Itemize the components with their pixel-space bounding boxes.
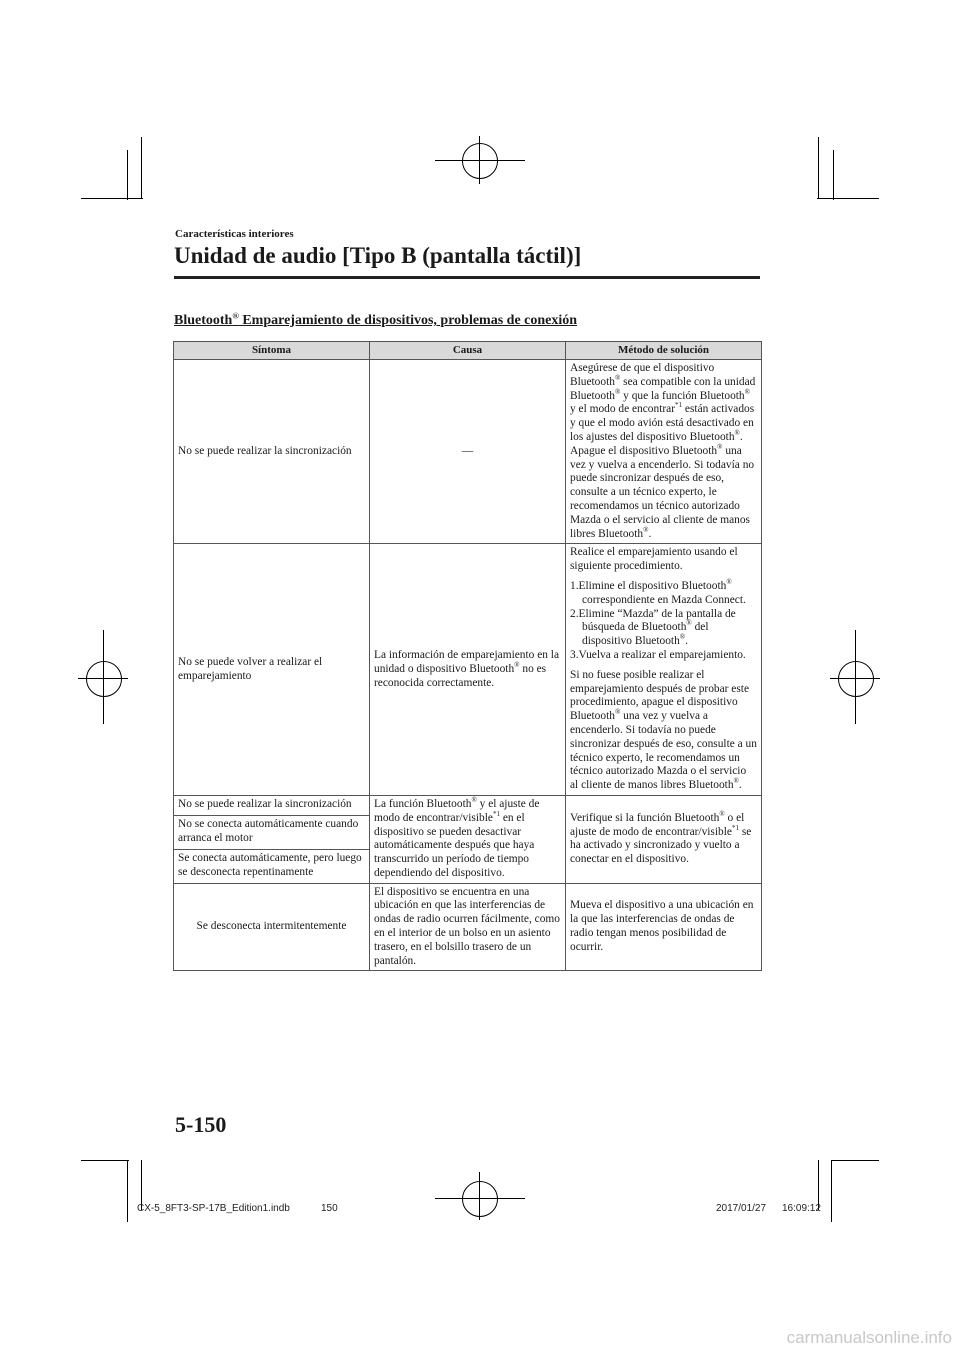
symptom-cell: No se puede volver a realizar el emparejamiento [174,544,370,796]
table-row [174,795,762,815]
symptom-cell: Se conecta automáticamente, pero luego se desconecta repentinamente [174,849,370,883]
solution-cell: Asegúrese de que el dispositivo Bluetooth® sea compatible con la unidad Bluetooth® y que la función Bluetooth® y el modo de encontrar$^{*1}$ están activados y que el modo avión está desactivado en los ajustes del dispositivo Bluetooth®. Apague el dispositivo Bluetooth® una vez y vuelva a encenderlo. Si todavía no puede sincronizar después de eso, consulte a un técnico experto, le recomendamos un técnico autorizado Mazda o el servicio al cliente de manos libres Bluetooth®. [566,360,762,544]
page-title: Unidad de audio [Tipo B (pantalla táctil)] [174,243,582,268]
procedure-steps [570,580,757,663]
page-number: 5-150 [175,1112,227,1137]
footer-page: 150 [321,1203,338,1214]
procedure-step: 2.Elimine “Mazda” de la pantalla de búsqueda de Bluetooth® del dispositivo Bluetooth®. [570,607,736,648]
symptom-cell: No se conecta automáticamente cuando arranca el motor [174,815,370,849]
symptom-cell: Se desconecta intermitentemente [174,883,370,971]
cause-cell: La información de emparejamiento en la unidad o dispositivo Bluetooth® no es reconocida correctamente. [370,544,566,796]
title-rule [174,276,760,279]
troubleshooting-table [173,341,762,971]
footer-file: CX-5_8FT3-SP-17B_Edition1.indb [137,1203,290,1214]
table-row [174,360,762,544]
procedure-step: 1.Elimine el dispositivo Bluetooth® correspondiente en Mazda Connect. [570,578,746,606]
solution-cell [566,544,762,796]
footer-time: 16:09:12 [782,1203,821,1214]
section-label: Características interiores [175,228,294,240]
table-row [174,883,762,971]
col-header-symptom: Síntoma [174,342,370,360]
cause-cell: La función Bluetooth® y el ajuste de modo de encontrar/visible$^{*1}$ en el dispositivo se pueden desactivar automáticamente después que haya transcurrido un período de tiempo dependiendo del dispositivo. [370,795,566,883]
solution-cell: Verifique si la función Bluetooth® o el ajuste de modo de encontrar/visible$^{*1}$ se ha activado y sincronizado y vuelto a conectar en el dispositivo. [566,795,762,883]
table-header-row [174,342,762,360]
procedure-outro: Si no fuese posible realizar el emparejamiento después de probar este procedimiento, apague el dispositivo Bluetooth® una vez y vuelva a encenderlo. Si todavía no puede sincronizar después de eso, consulte a un técnico experto, le recomendamos un técnico autorizado Mazda o el servicio al cliente de manos libres Bluetooth®. [570,668,757,792]
col-header-cause: Causa [370,342,566,360]
table-row [174,544,762,796]
watermark: carmanualsonline.info [786,1328,952,1347]
subheading: Bluetooth® Emparejamiento de dispositivos, problemas de conexión [174,310,578,328]
footer-date: 2017/01/27 [716,1203,767,1214]
solution-cell: Mueva el dispositivo a una ubicación en la que las interferencias de ondas de radio tengan menos posibilidad de ocurrir. [566,883,762,971]
symptom-cell: No se puede realizar la sincronización [174,795,370,815]
cause-cell: El dispositivo se encuentra en una ubicación en que las interferencias de ondas de radio ocurren fácilmente, como en el interior de un bolso en un asiento trasero, en el bolsillo trasero de un pantalón. [370,883,566,971]
procedure-intro: Realice el emparejamiento usando el siguiente procedimiento. [570,546,738,573]
symptom-cell: No se puede realizar la sincronización [174,360,370,544]
col-header-solution: Método de solución [566,342,762,360]
procedure-step: 3.Vuelva a realizar el emparejamiento. [570,648,746,661]
cause-cell: — [370,360,566,544]
